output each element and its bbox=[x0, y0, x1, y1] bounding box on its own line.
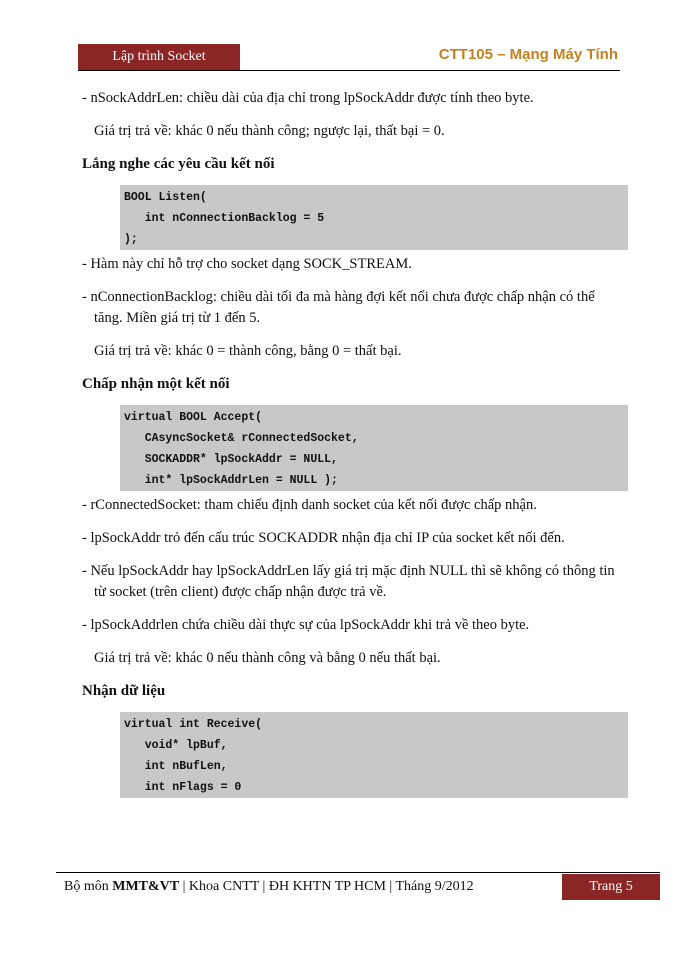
receive-code-block bbox=[120, 712, 628, 798]
code-line: virtual BOOL Accept( bbox=[124, 411, 263, 424]
page-content bbox=[82, 88, 622, 802]
code-line: virtual int Receive( bbox=[124, 718, 263, 731]
code-line: CAsyncSocket& rConnectedSocket, bbox=[124, 432, 359, 445]
listen-heading: Lắng nghe các yêu cầu kết nối bbox=[82, 156, 275, 172]
code-line: int nFlags = 0 bbox=[124, 781, 242, 794]
listen-bullet: - nConnectionBacklog: chiều dài tối đa mà hàng đợi kết nối chưa được chấp nhận có thể tăng. Miền giá trị từ 1 đến 5. bbox=[82, 289, 595, 326]
footer-dept: MMT&VT bbox=[112, 879, 180, 894]
intro-bullet: - nSockAddrLen: chiều dài của địa chỉ trong lpSockAddr được tính theo byte. bbox=[82, 90, 534, 106]
page-number: Trang 5 bbox=[562, 874, 660, 900]
code-line: int nConnectionBacklog = 5 bbox=[124, 212, 325, 225]
accept-bullet: - rConnectedSocket: tham chiếu định danh socket của kết nối được chấp nhận. bbox=[82, 497, 537, 513]
receive-heading: Nhận dữ liệu bbox=[82, 683, 166, 699]
header-title-left: Lập trình Socket bbox=[78, 44, 240, 70]
accept-heading: Chấp nhận một kết nối bbox=[82, 376, 230, 392]
footer-text bbox=[64, 879, 474, 895]
listen-code-block bbox=[120, 185, 628, 250]
footer-rest: | Khoa CNTT | ĐH KHTN TP HCM | Tháng 9/2012 bbox=[179, 879, 474, 894]
intro-return: Giá trị trả về: khác 0 nếu thành công; ngược lại, thất bại = 0. bbox=[94, 123, 445, 139]
code-line: BOOL Listen( bbox=[124, 191, 207, 204]
listen-bullet: - Hàm này chỉ hỗ trợ cho socket dạng SOCK_STREAM. bbox=[82, 256, 412, 272]
header-divider bbox=[78, 70, 620, 71]
listen-return: Giá trị trả về: khác 0 = thành công, bằng 0 = thất bại. bbox=[94, 343, 402, 359]
code-line: int* lpSockAddrLen = NULL ); bbox=[124, 474, 338, 487]
code-line: ); bbox=[124, 233, 138, 246]
accept-bullet: - lpSockAddr trỏ đến cấu trúc SOCKADDR nhận địa chỉ IP của socket kết nối đến. bbox=[82, 530, 565, 546]
accept-bullet: - lpSockAddrlen chứa chiều dài thực sự của lpSockAddr khi trả về theo byte. bbox=[82, 617, 530, 633]
code-line: void* lpBuf, bbox=[124, 739, 228, 752]
accept-bullet: - Nếu lpSockAddr hay lpSockAddrLen lấy giá trị mặc định NULL thì sẽ không có thông tin từ socket (trên client) được chấp nhận được trả về. bbox=[82, 563, 615, 600]
accept-return: Giá trị trả về: khác 0 nếu thành công và bằng 0 nếu thất bại. bbox=[94, 650, 441, 666]
accept-code-block bbox=[120, 405, 628, 491]
code-line: SOCKADDR* lpSockAddr = NULL, bbox=[124, 453, 338, 466]
header-title-right: CTT105 – Mạng Máy Tính bbox=[438, 46, 618, 63]
code-line: int nBufLen, bbox=[124, 760, 228, 773]
footer-prefix: Bộ môn bbox=[64, 879, 113, 894]
footer-divider bbox=[56, 872, 660, 873]
